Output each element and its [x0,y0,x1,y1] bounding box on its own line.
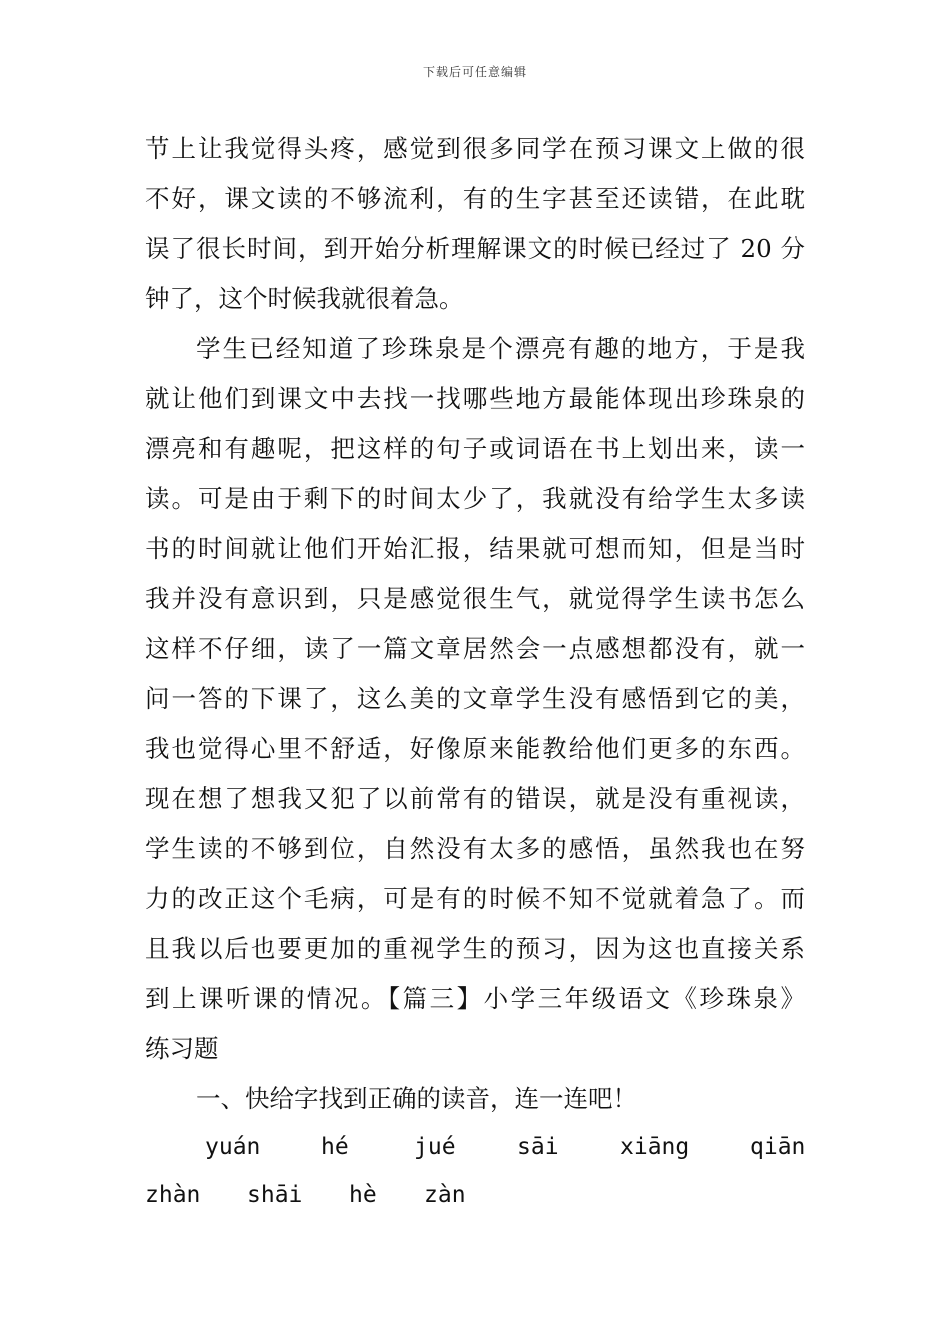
text-line: 钟了，这个时候我就很着急。 [145,284,464,313]
text-line: 且我以后也要更加的重视学生的预习，因为这也直接关系 [145,934,805,963]
text-line: 我也觉得心里不舒适，好像原来能教给他们更多的东西。 [145,734,805,763]
text-line: 节上让我觉得头疼，感觉到很多同学在预习课文上做的很 [145,134,805,163]
pinyin-item: zàn [424,1182,466,1208]
pinyin-row [0,1180,950,1210]
pinyin-item: hé [321,1134,349,1160]
text-line: 漂亮和有趣呢，把这样的句子或词语在书上划出来，读一 [145,434,805,463]
text-line: 练习题 [145,1034,219,1063]
text-line: 我并没有意识到，只是感觉很生气，就觉得学生读书怎么 [145,584,805,613]
text-line: 力的改正这个毛病，可是有的时候不知不觉就着急了。而 [145,884,805,913]
text-line: 书的时间就让他们开始汇报，结果就可想而知，但是当时 [145,534,805,563]
pinyin-item: hè [349,1182,377,1208]
pinyin-item: yuán [205,1134,261,1160]
pinyin-row [0,1132,950,1162]
pinyin-item: qiān [750,1134,806,1160]
pinyin-item: xiāng [620,1134,690,1160]
text-line: 这样不仔细，读了一篇文章居然会一点感想都没有，就一 [145,634,805,663]
pinyin-item: jué [414,1134,456,1160]
text-line: 学生已经知道了珍珠泉是个漂亮有趣的地方，于是我 [196,334,805,363]
text-line: 读。可是由于剩下的时间太少了，我就没有给学生太多读 [145,484,805,513]
pinyin-item: sāi [517,1134,559,1160]
text-line: 学生读的不够到位，自然没有太多的感悟，虽然我也在努 [145,834,805,863]
exercise-instruction: 一、快给字找到正确的读音，连一连吧！ [196,1084,637,1113]
text-line: 不好，课文读的不够流利，有的生字甚至还读错，在此耽 [145,184,805,213]
text-line: 误了很长时间，到开始分析理解课文的时候已经过了 20 分 [145,234,805,263]
page-header: 下载后可任意编辑 [422,65,527,79]
text-line: 问一答的下课了，这么美的文章学生没有感悟到它的美， [145,684,805,713]
text-line: 就让他们到课文中去找一找哪些地方最能体现出珍珠泉的 [145,384,805,413]
pinyin-item: zhàn [145,1182,201,1208]
text-line: 现在想了想我又犯了以前常有的错误，就是没有重视读， [145,784,805,813]
text-line: 到上课听课的情况。【篇三】小学三年级语文《珍珠泉》 [145,984,805,1013]
pinyin-item: shāi [247,1182,303,1208]
